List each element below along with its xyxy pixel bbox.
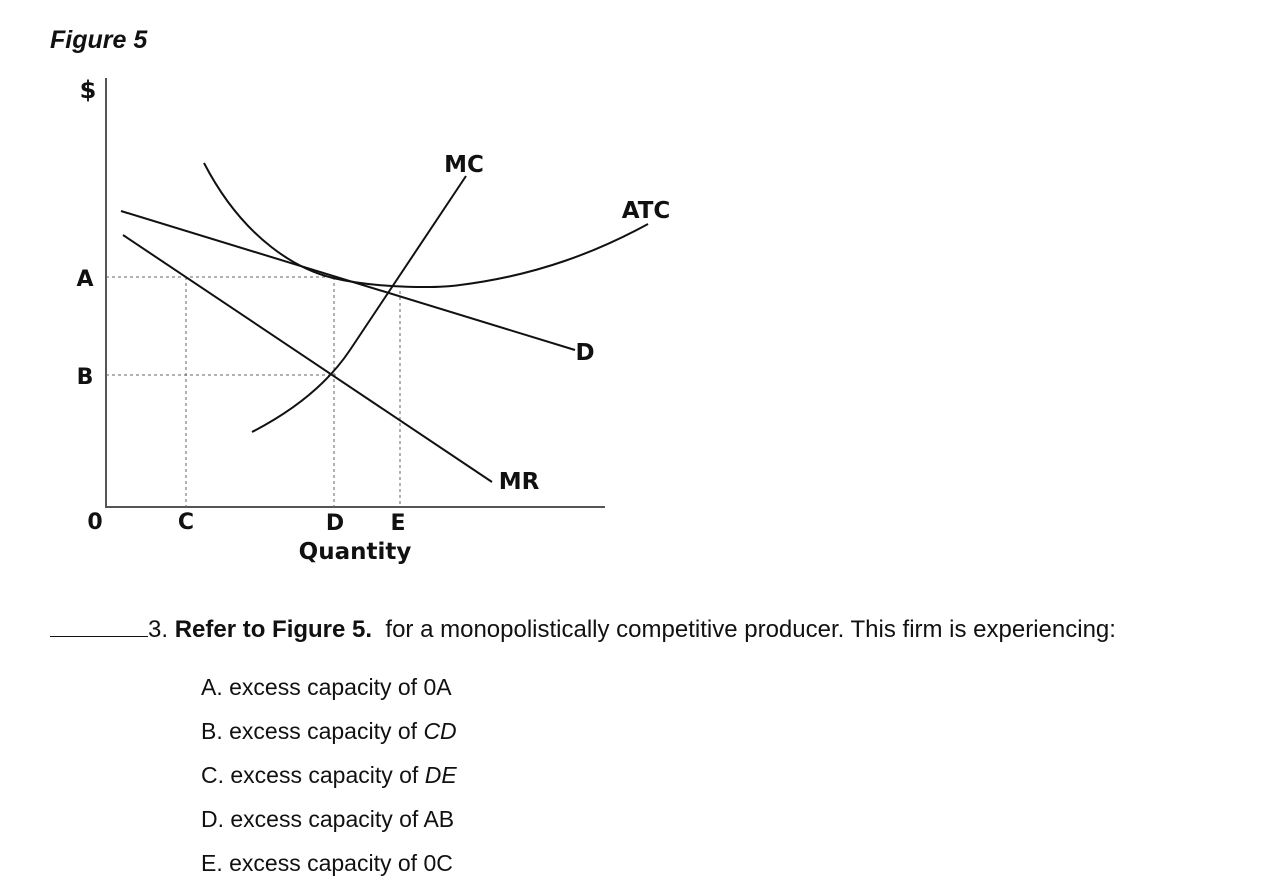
average-total-cost-curve: [204, 163, 648, 287]
demand-label: D: [575, 340, 595, 366]
x-axis-label: Quantity: [298, 539, 412, 565]
mc-label: MC: [444, 152, 484, 178]
choice-e[interactable]: E. excess capacity of 0C: [201, 850, 453, 876]
choice-term: AB: [423, 806, 455, 832]
answer-choices: [201, 672, 457, 892]
monopolistic-competition-diagram: [0, 0, 700, 600]
choice-d[interactable]: D. excess capacity of AB: [201, 806, 455, 832]
price-a-label: A: [76, 267, 94, 292]
choice-b[interactable]: B. excess capacity of CD: [201, 718, 457, 744]
origin-label: 0: [87, 510, 103, 535]
figure-title: Figure 5: [50, 26, 148, 54]
choice-term: 0A: [423, 674, 452, 700]
quantity-d-label: D: [325, 511, 345, 536]
choice-a[interactable]: A. excess capacity of 0A: [201, 674, 452, 700]
price-b-label: B: [76, 365, 94, 390]
quantity-c-label: C: [177, 510, 195, 535]
choice-term: DE: [424, 762, 457, 788]
marginal-revenue-curve: [123, 235, 492, 482]
question-stem: [50, 614, 1116, 644]
choice-term: 0C: [423, 850, 453, 876]
question-text: for a monopolistically competitive producer. This firm is experiencing:: [385, 616, 1116, 643]
question-number: 3.: [148, 616, 169, 643]
atc-label: ATC: [621, 198, 671, 224]
y-axis-label: $: [79, 76, 97, 104]
answer-blank[interactable]: [50, 614, 148, 637]
mr-label: MR: [498, 469, 540, 495]
quantity-e-label: E: [390, 511, 406, 536]
choice-term: CD: [423, 718, 457, 744]
choice-c[interactable]: C. excess capacity of DE: [201, 762, 457, 788]
question-reference: Refer to Figure 5.: [174, 616, 373, 643]
curves: [121, 163, 648, 482]
